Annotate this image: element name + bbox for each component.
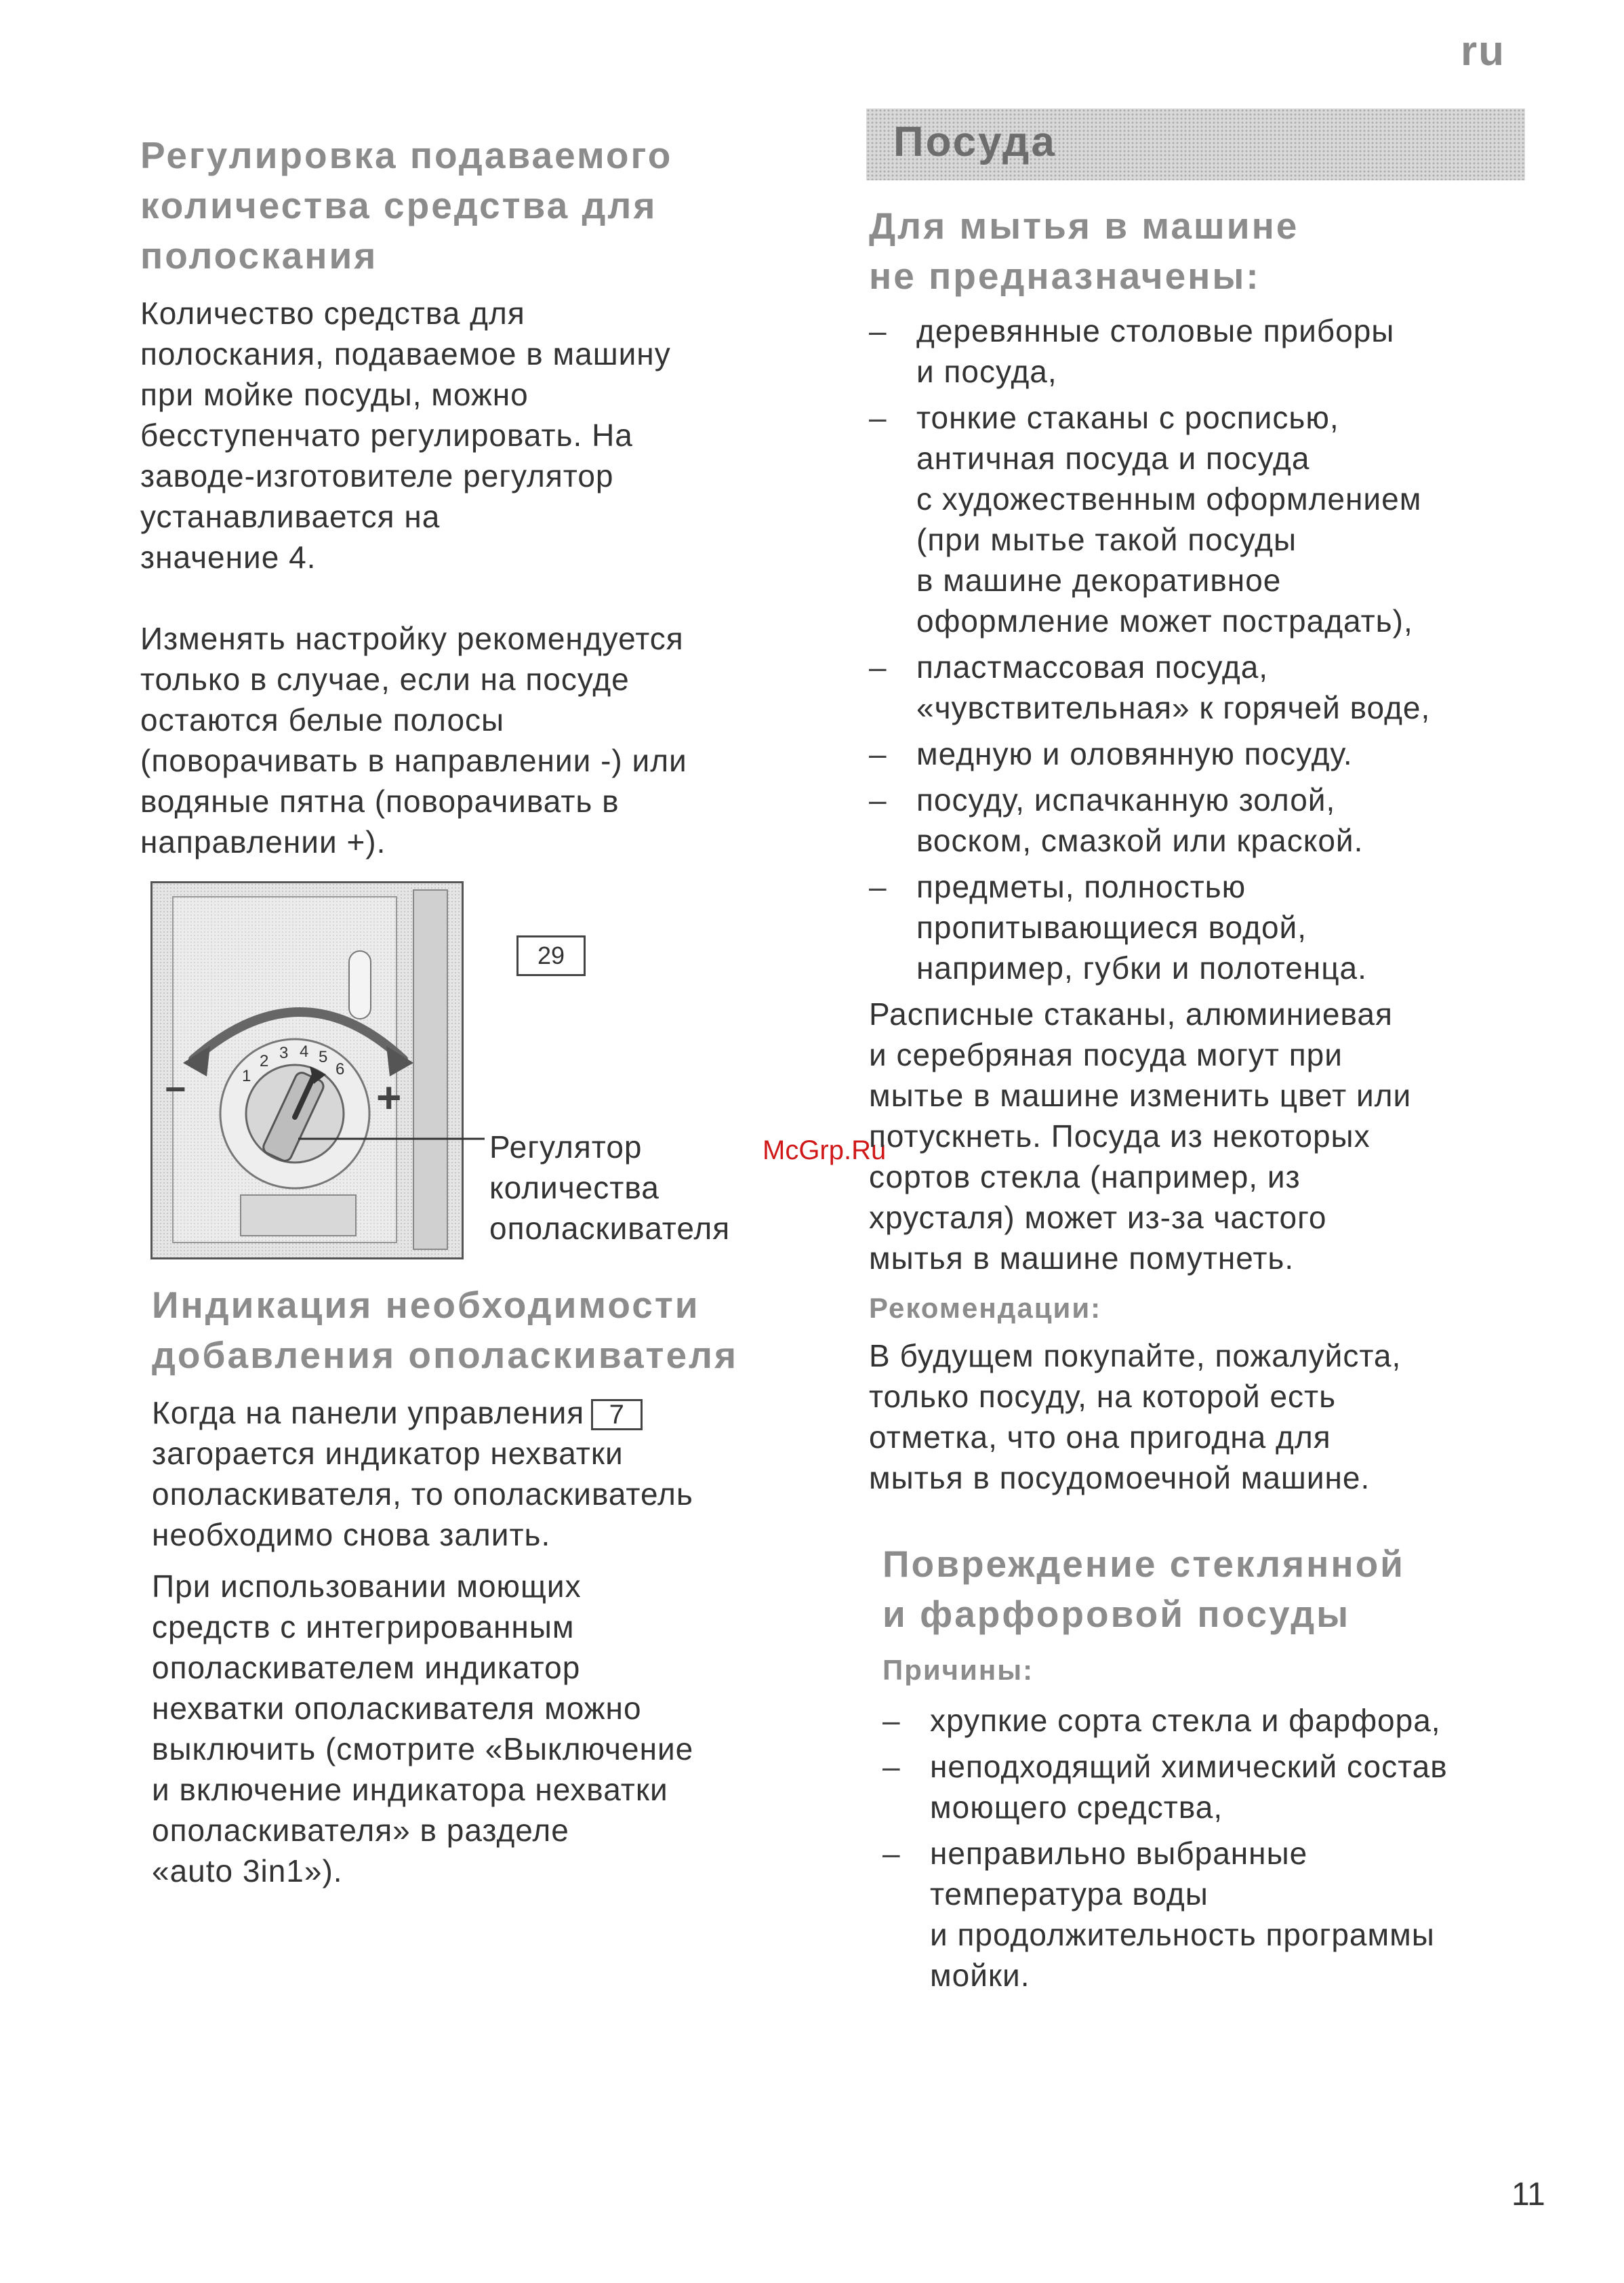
- unsuitable-items-list: [869, 310, 1547, 988]
- list-item: – пластмассовая посуда, «чувствительная» к горячей воде,: [869, 649, 1431, 725]
- paragraph: Расписные стаканы, алюминиевая и серебряная посуда могут при мытье в машине изменить цвет или потускнеть. Посуда из некоторых сортов стекла (например, из хрусталя) может из-за частого мытья в машине помутнеть.: [869, 996, 1412, 1276]
- svg-text:2: 2: [260, 1052, 269, 1070]
- list-item: – медную и оловянную посуду.: [869, 736, 1353, 771]
- paragraph: При использовании моющих средств с интегрированным ополаскивателем индикатор нехватки ополаскивателя можно выключить (смотрите «Выключение и включение индикатора нехватки ополаскивателя» в разделе «auto 3in1»).: [152, 1569, 694, 1888]
- recommendations-title: Рекомендации:: [869, 1292, 1102, 1324]
- section-header-title: Посуда: [893, 119, 1057, 165]
- svg-text:−: −: [165, 1069, 186, 1110]
- causes-title: Причины:: [882, 1654, 1034, 1686]
- section-title: Для мытья в машине не предназначены:: [869, 205, 1299, 297]
- rinse-aid-dial-illustration: [150, 881, 464, 1259]
- list-item: – неподходящий химический состав моющего средства,: [882, 1749, 1448, 1825]
- paragraph: Изменять настройку рекомендуется только в случае, если на посуде остаются белые полосы (поворачивать в направлении -) или водяные пятна (поворачивать в направлении +).: [140, 621, 687, 860]
- svg-text:6: 6: [336, 1060, 345, 1078]
- svg-text:5: 5: [319, 1048, 328, 1066]
- list-item: – деревянные столовые приборы и посуда,: [869, 313, 1395, 389]
- svg-text:+: +: [376, 1073, 402, 1122]
- causes-list: [882, 1700, 1547, 1996]
- paragraph: В будущем покупайте, пожалуйста, только посуду, на которой есть отметка, что она пригодна для мытья в посудомоечной машине.: [869, 1338, 1402, 1495]
- section-glass-damage: [882, 1539, 1547, 2001]
- watermark: McGrp.Ru: [763, 1135, 887, 1165]
- section-not-dishwasher-safe: [869, 201, 1547, 1498]
- section-title: Индикация необходимости добавления ополаскивателя: [152, 1284, 739, 1376]
- language-code: ru: [1461, 28, 1505, 75]
- list-item: – тонкие стаканы с росписью, античная посуда и посуда с художественным оформлением (при мытье такой посуды в машине декоративное оформление может пострадать),: [869, 400, 1422, 639]
- leader-line: [298, 1132, 488, 1146]
- paragraph: Когда на панели управления 7 загорается индикатор нехватки ополаскивателя, то ополаскиватель необходимо снова залить.: [152, 1395, 693, 1552]
- dial-icon: [153, 883, 462, 1257]
- page-number: 11: [1511, 2177, 1545, 2213]
- svg-text:3: 3: [279, 1044, 289, 1062]
- section-rinse-aid-indicator: [152, 1280, 803, 1891]
- section-rinse-aid-adjustment: [140, 130, 791, 862]
- list-item: – неправильно выбранные температура воды и продолжительность программы мойки.: [882, 1836, 1435, 1993]
- figure-caption: Регулятор количества ополаскивателя: [489, 1129, 731, 1246]
- section-title: Регулировка подаваемого количества средства для полоскания: [140, 134, 673, 277]
- figure-number: 29: [516, 935, 586, 976]
- paragraph: Количество средства для полоскания, подаваемое в машину при мойке посуды, можно бесступенчато регулировать. На заводе-изготовителе регулятор устанавливается на значение 4.: [140, 296, 671, 575]
- list-item: – посуду, испачканную золой, воском, смазкой или краской.: [869, 782, 1364, 858]
- list-item: – предметы, полностью пропитывающиеся водой, например, губки и полотенца.: [869, 869, 1367, 986]
- section-title: Повреждение стеклянной и фарфоровой посуды: [882, 1543, 1405, 1635]
- control-panel-ref: 7: [591, 1399, 643, 1430]
- svg-text:1: 1: [242, 1067, 251, 1085]
- svg-text:4: 4: [300, 1043, 309, 1061]
- section-header-bar: [866, 108, 1525, 180]
- list-item: – хрупкие сорта стекла и фарфора,: [882, 1703, 1441, 1738]
